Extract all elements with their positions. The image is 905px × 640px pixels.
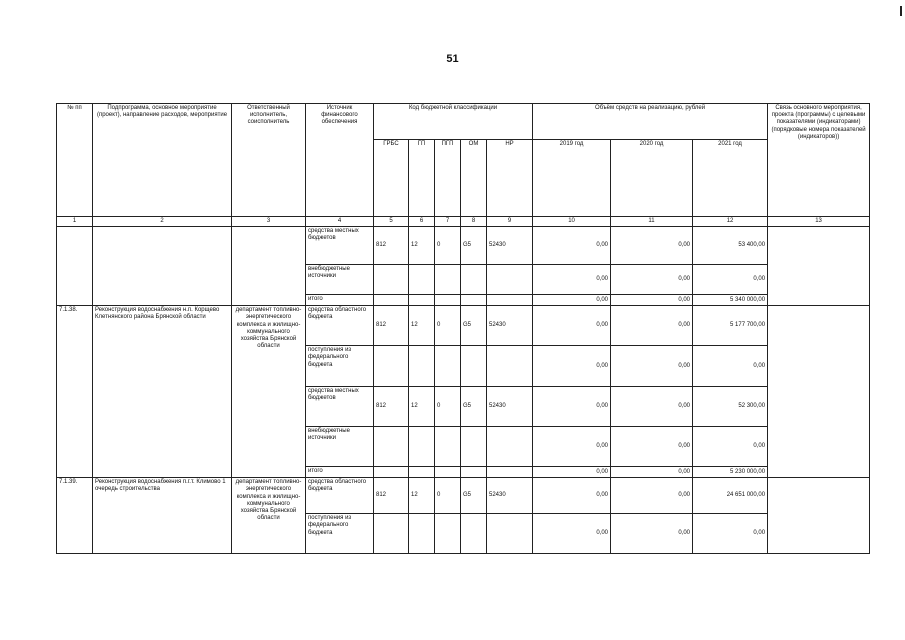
header-grbs: ГРБС xyxy=(374,140,409,217)
gp-code: 12 xyxy=(409,306,435,346)
grbs-code: 812 xyxy=(374,306,409,346)
om-code xyxy=(461,265,487,295)
col-number: 4 xyxy=(306,217,374,227)
nr-code: 52430 xyxy=(487,227,533,265)
amount-2021: 0,00 xyxy=(693,427,768,467)
grbs-code xyxy=(374,346,409,387)
funding-source: итого xyxy=(306,467,374,478)
funding-source: итого xyxy=(306,295,374,306)
funding-source: средства местных бюджетов xyxy=(306,387,374,427)
amount-2019: 0,00 xyxy=(533,306,611,346)
nr-code xyxy=(487,346,533,387)
pgp-code xyxy=(435,346,461,387)
col-number: 2 xyxy=(93,217,232,227)
nr-code: 52430 xyxy=(487,306,533,346)
om-code xyxy=(461,514,487,554)
funding-source: внебюджетные источники xyxy=(306,427,374,467)
amount-2020: 0,00 xyxy=(611,387,693,427)
gp-code: 12 xyxy=(409,227,435,265)
nr-code xyxy=(487,295,533,306)
amount-2019: 0,00 xyxy=(533,427,611,467)
header-volume: Объём средств на реализацию, рублей xyxy=(533,104,768,140)
grbs-code: 812 xyxy=(374,478,409,514)
funding-source: поступления из федерального бюджета xyxy=(306,514,374,554)
col-number: 11 xyxy=(611,217,693,227)
item-name: Реконструкция водоснабжения п.г.т. Климово 1 очередь строительства xyxy=(93,478,232,554)
col-number: 8 xyxy=(461,217,487,227)
amount-2021: 52 300,00 xyxy=(693,387,768,427)
pgp-code: 0 xyxy=(435,478,461,514)
table-row xyxy=(57,478,870,514)
om-code xyxy=(461,295,487,306)
gp-code: 12 xyxy=(409,478,435,514)
nr-code: 52430 xyxy=(487,387,533,427)
amount-2019: 0,00 xyxy=(533,387,611,427)
amount-2019: 0,00 xyxy=(533,227,611,265)
amount-2021: 0,00 xyxy=(693,514,768,554)
grbs-code xyxy=(374,427,409,467)
col-number: 12 xyxy=(693,217,768,227)
amount-2019: 0,00 xyxy=(533,265,611,295)
amount-2019: 0,00 xyxy=(533,346,611,387)
amount-2019: 0,00 xyxy=(533,467,611,478)
amount-2021: 0,00 xyxy=(693,346,768,387)
om-code: G5 xyxy=(461,306,487,346)
om-code: G5 xyxy=(461,387,487,427)
cont-num-cell xyxy=(57,227,93,306)
budget-table xyxy=(56,103,870,554)
funding-source: внебюджетные источники xyxy=(306,265,374,295)
cont-executor-cell xyxy=(232,227,306,306)
om-code: G5 xyxy=(461,227,487,265)
funding-source: поступления из федерального бюджета xyxy=(306,346,374,387)
item-name: Реконструкция водоснабжения н.п. Корщево Клетнянского района Брянской области xyxy=(93,306,232,478)
header-nr: НР xyxy=(487,140,533,217)
gp-code xyxy=(409,265,435,295)
header-num: № пп xyxy=(57,104,93,217)
amount-2021: 5 177 700,00 xyxy=(693,306,768,346)
nr-code xyxy=(487,427,533,467)
scan-edge-mark xyxy=(900,6,902,16)
link-cell xyxy=(768,306,870,478)
amount-2020: 0,00 xyxy=(611,306,693,346)
amount-2021: 5 230 000,00 xyxy=(693,467,768,478)
amount-2019: 0,00 xyxy=(533,295,611,306)
header-pgp: ПГП xyxy=(435,140,461,217)
gp-code xyxy=(409,295,435,306)
table-row xyxy=(57,306,870,346)
om-code xyxy=(461,467,487,478)
pgp-code xyxy=(435,427,461,467)
link-cell xyxy=(768,478,870,554)
gp-code: 12 xyxy=(409,387,435,427)
amount-2020: 0,00 xyxy=(611,478,693,514)
pgp-code xyxy=(435,514,461,554)
pgp-code: 0 xyxy=(435,227,461,265)
column-number-row xyxy=(57,217,870,227)
header-year-2020: 2020 год xyxy=(611,140,693,217)
grbs-code: 812 xyxy=(374,387,409,427)
nr-code xyxy=(487,514,533,554)
nr-code xyxy=(487,467,533,478)
header-year-2021: 2021 год xyxy=(693,140,768,217)
col-number: 3 xyxy=(232,217,306,227)
item-executor: департамент топливно-энергетического комплекса и жилищно-коммунального хозяйства Брянской области xyxy=(232,478,306,554)
cont-name-cell xyxy=(93,227,232,306)
nr-code: 52430 xyxy=(487,478,533,514)
header-year-2019: 2019 год xyxy=(533,140,611,217)
item-number: 7.1.38. xyxy=(57,306,93,478)
amount-2019: 0,00 xyxy=(533,478,611,514)
item-number: 7.1.39. xyxy=(57,478,93,554)
header-budget-code: Код бюджетной классификации xyxy=(374,104,533,140)
header-executor: Ответственный исполнитель, соисполнитель xyxy=(232,104,306,217)
link-cell xyxy=(768,227,870,306)
pgp-code: 0 xyxy=(435,387,461,427)
amount-2020: 0,00 xyxy=(611,265,693,295)
header-gp: ГП xyxy=(409,140,435,217)
col-number: 9 xyxy=(487,217,533,227)
amount-2021: 53 400,00 xyxy=(693,227,768,265)
col-number: 13 xyxy=(768,217,870,227)
om-code: G5 xyxy=(461,478,487,514)
funding-source: средства областного бюджета xyxy=(306,478,374,514)
amount-2020: 0,00 xyxy=(611,514,693,554)
amount-2021: 24 651 000,00 xyxy=(693,478,768,514)
header-om: ОМ xyxy=(461,140,487,217)
header-program: Подпрограмма, основное мероприятие (проект), направление расходов, мероприятие xyxy=(93,104,232,217)
grbs-code xyxy=(374,514,409,554)
header-source: Источник финансового обеспечения xyxy=(306,104,374,217)
grbs-code xyxy=(374,467,409,478)
amount-2021: 0,00 xyxy=(693,265,768,295)
amount-2020: 0,00 xyxy=(611,227,693,265)
funding-source: средства местных бюджетов xyxy=(306,227,374,265)
om-code xyxy=(461,427,487,467)
amount-2021: 5 340 000,00 xyxy=(693,295,768,306)
gp-code xyxy=(409,346,435,387)
funding-source: средства областного бюджета xyxy=(306,306,374,346)
col-number: 7 xyxy=(435,217,461,227)
amount-2020: 0,00 xyxy=(611,427,693,467)
pgp-code xyxy=(435,467,461,478)
amount-2020: 0,00 xyxy=(611,467,693,478)
col-number: 5 xyxy=(374,217,409,227)
grbs-code: 812 xyxy=(374,227,409,265)
col-number: 6 xyxy=(409,217,435,227)
page-number: 51 xyxy=(446,53,459,65)
gp-code xyxy=(409,514,435,554)
grbs-code xyxy=(374,295,409,306)
grbs-code xyxy=(374,265,409,295)
pgp-code xyxy=(435,295,461,306)
amount-2019: 0,00 xyxy=(533,514,611,554)
om-code xyxy=(461,346,487,387)
amount-2020: 0,00 xyxy=(611,295,693,306)
table-row xyxy=(57,227,870,265)
nr-code xyxy=(487,265,533,295)
col-number: 10 xyxy=(533,217,611,227)
item-executor: департамент топливно-энергетического комплекса и жилищно-коммунального хозяйства Брянской области xyxy=(232,306,306,478)
col-number: 1 xyxy=(57,217,93,227)
gp-code xyxy=(409,467,435,478)
pgp-code xyxy=(435,265,461,295)
header-link: Связь основного мероприятия, проекта (программы) с целевыми показателями (индикаторами) (порядковые номера показателей (индикаторов)) xyxy=(768,104,870,217)
header-row xyxy=(57,104,870,140)
amount-2020: 0,00 xyxy=(611,346,693,387)
gp-code xyxy=(409,427,435,467)
pgp-code: 0 xyxy=(435,306,461,346)
